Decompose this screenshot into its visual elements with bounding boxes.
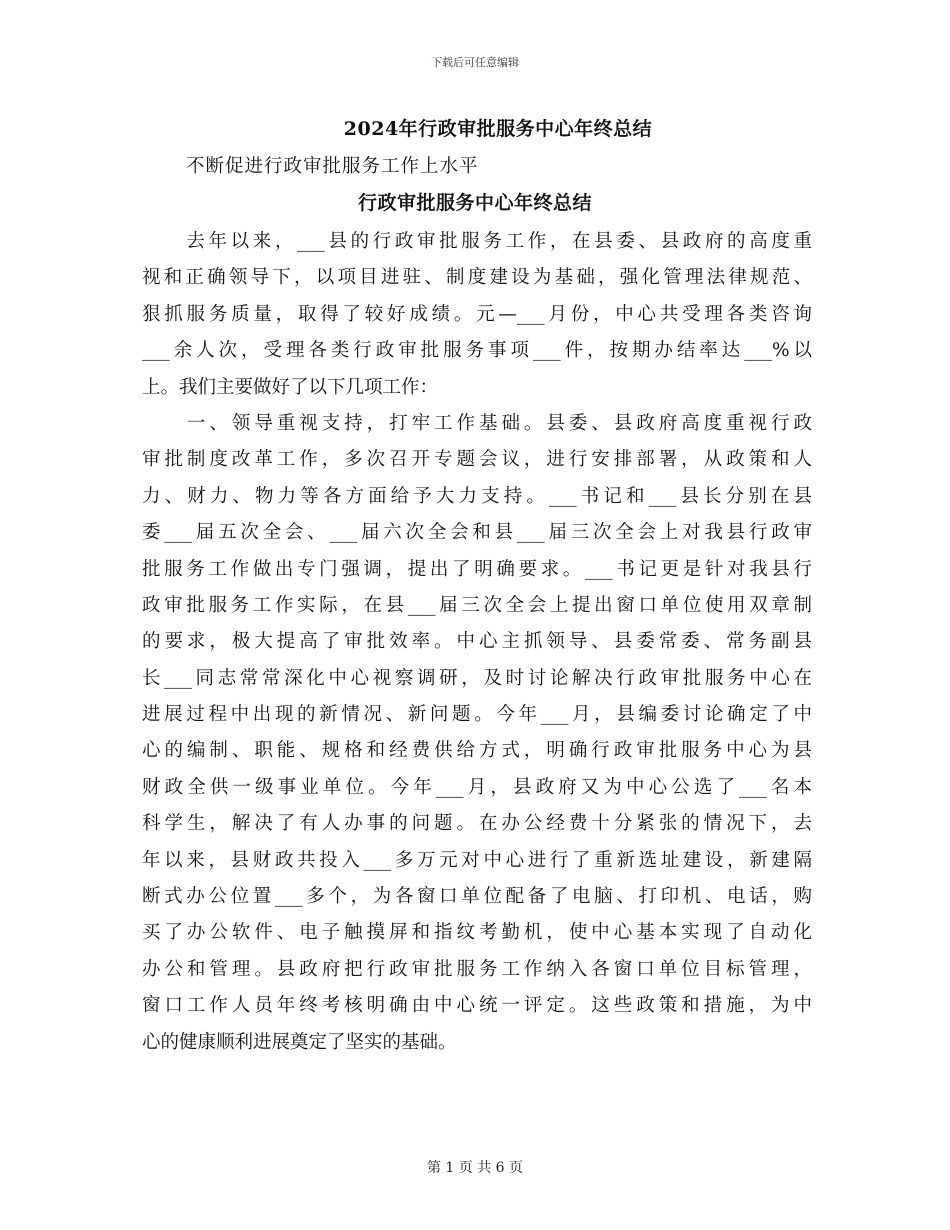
body-line: 上。我们主要做好了以下几项工作： <box>142 376 439 398</box>
body-line: 心的健康顺利进展奠定了坚实的基础。 <box>142 1031 457 1053</box>
body-line: 狠抓服务质量，取得了较好成绩。元—___月份，中心共受理各类咨询 <box>142 303 812 325</box>
body-line: 审批制度改革工作，多次召开专题会议，进行安排部署，从政策和人 <box>142 449 812 471</box>
body-line: 力、财力、物力等各方面给予大力支持。___书记和___县长分别在县 <box>142 485 812 507</box>
body-line: 财政全供一级事业单位。今年___月，县政府又为中心公选了___名本 <box>142 776 812 798</box>
body-line: ___余人次，受理各类行政审批服务事项___件，按期办结率达___%以 <box>142 340 812 362</box>
body-line: 视和正确领导下，以项目进驻、制度建设为基础，强化管理法律规范、 <box>142 267 812 289</box>
body-line: 心的编制、职能、规格和经费供给方式，明确行政审批服务中心为县 <box>142 740 812 762</box>
body-line: 批服务工作做出专门强调，提出了明确要求。___书记更是针对我县行 <box>142 558 812 580</box>
document-subtitle: 不断促进行政审批服务工作上水平 <box>186 156 479 177</box>
page-number: 第 1 页 共 6 页 <box>426 1160 524 1176</box>
section-title: 行政审批服务中心年终总结 <box>357 192 592 214</box>
body-line: 政审批服务工作实际，在县___届三次全会上提出窗口单位使用双章制 <box>142 594 812 616</box>
body-line: 窗口工作人员年终考核明确由中心统一评定。这些政策和措施，为中 <box>142 995 812 1017</box>
document-title: 2024年行政审批服务中心年终总结 <box>343 118 653 140</box>
body-line: 买了办公软件、电子触摸屏和指纹考勤机，使中心基本实现了自动化 <box>142 922 812 944</box>
body-line: 科学生，解决了有人办事的问题。在办公经费十分紧张的情况下，去 <box>142 813 812 835</box>
body-line: 委___届五次全会、___届六次全会和县___届三次全会上对我县行政审 <box>142 522 812 544</box>
body-line: 的要求，极大提高了审批效率。中心主抓领导、县委常委、常务副县 <box>142 631 812 653</box>
body-line: 去年以来，___县的行政审批服务工作，在县委、县政府的高度重 <box>142 231 812 252</box>
body-line: 办公和管理。县政府把行政审批服务工作纳入各窗口单位目标管理， <box>142 958 812 980</box>
download-edit-note: 下载后可任意编辑 <box>431 56 519 69</box>
body-line: 长___同志常常深化中心视察调研，及时讨论解决行政审批服务中心在 <box>142 667 812 689</box>
body-line: 断式办公位置___多个，为各窗口单位配备了电脑、打印机、电话，购 <box>142 886 812 908</box>
body-text <box>142 224 812 1061</box>
body-line: 年以来，县财政共投入___多万元对中心进行了重新选址建设，新建隔 <box>142 849 812 871</box>
body-line: 一、领导重视支持，打牢工作基础。县委、县政府高度重视行政 <box>142 412 812 434</box>
body-line: 进展过程中出现的新情况、新问题。今年___月，县编委讨论确定了中 <box>142 704 812 726</box>
